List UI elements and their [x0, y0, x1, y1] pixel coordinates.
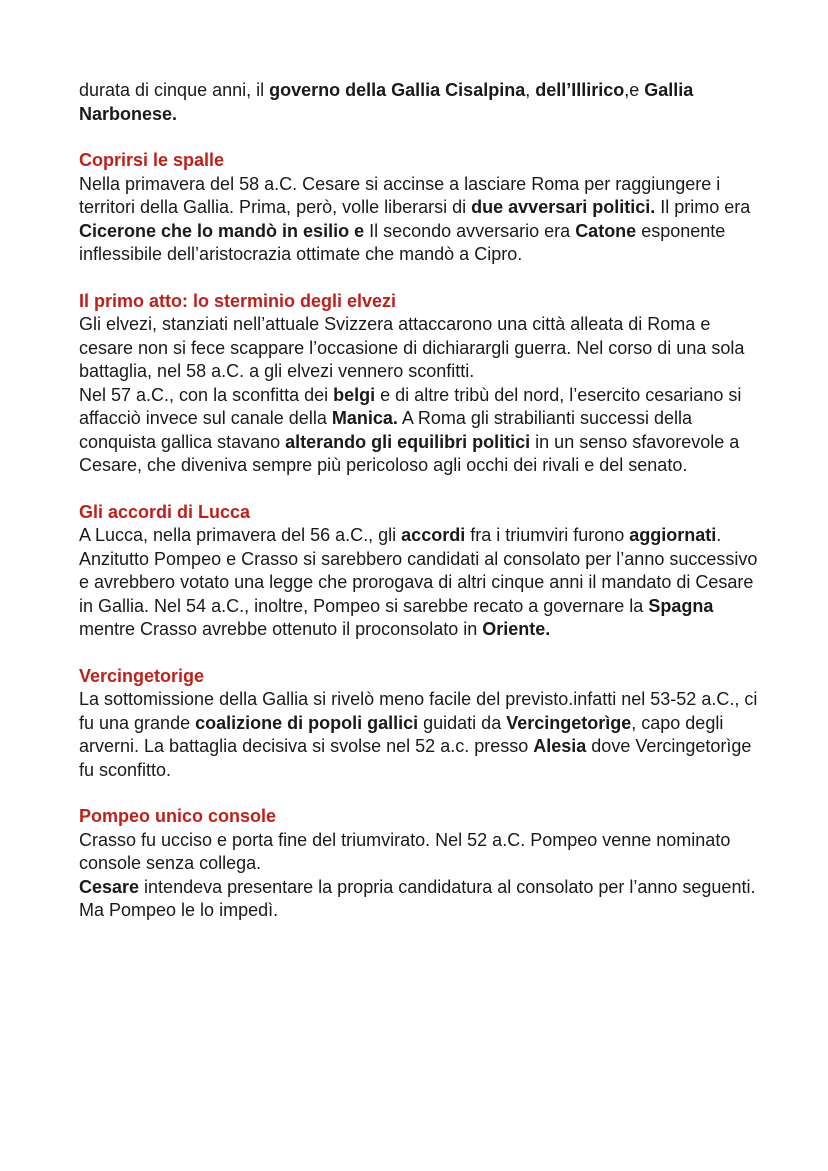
text-run: guidati da [418, 712, 507, 733]
text-run: durata di cinque anni, il [79, 80, 270, 100]
bold-text-run: governo della Gallia Cisalpina [269, 80, 526, 100]
text-run: A Roma gli strabilianti successi della conquista gallica stavano [79, 408, 692, 452]
bold-text-run: Oriente. [482, 619, 551, 639]
bold-text-run: Cesare [79, 876, 140, 897]
text-run: fra i triumviri furono [465, 525, 630, 545]
text-run: Il secondo avversario era [364, 220, 576, 241]
section-paragraph [79, 829, 769, 876]
text-run: , [525, 80, 536, 100]
text-run: . Anzitutto Pompeo e Crasso si sarebbero candidati al consolato per l’anno successivo e avrebbero votato una legge che prorogava di altri cinque anni il mandato di Cesare in Gallia. Nel 54 a.C., inoltre, Pompeo si sarebbe recato a governare la [79, 525, 758, 616]
section-paragraph [79, 876, 769, 923]
bold-text-run: Cicerone che lo mandò in esilio e [79, 220, 365, 241]
section [79, 805, 769, 923]
intro-paragraph [79, 79, 769, 126]
document-page [79, 79, 769, 923]
text-run: esponente inflessibile dell’aristocrazia ottimate che mandò a Cipro. [79, 220, 726, 264]
bold-text-run: Alesia [533, 736, 587, 756]
bold-text-run: Spagna [648, 595, 714, 616]
text-run: Crasso fu ucciso e porta fine del triumvirato. Nel 52 a.C. Pompeo venne nominato console senza collega. [79, 829, 731, 873]
section-heading: Vercingetorige [79, 665, 205, 686]
text-run: ,e [624, 80, 645, 100]
bold-text-run: accordi [401, 525, 466, 545]
text-run: Il primo era [655, 197, 751, 217]
sections-container [79, 149, 769, 923]
bold-text-run: due avversari politici. [471, 197, 656, 217]
section-paragraph [79, 313, 769, 384]
text-run: , capo degli arverni. La battaglia decisiva si svolse nel 52 a.c. presso [79, 712, 724, 756]
section-paragraph [79, 688, 769, 782]
bold-text-run: coalizione di popoli gallici [195, 712, 419, 733]
text-run: La sottomissione della Gallia si rivelò meno facile del previsto.infatti nel 53-52 a.C., ci fu una grande [79, 689, 758, 733]
text-run: Nel 57 a.C., con la sconfitta dei [79, 384, 334, 405]
bold-text-run: dell’Illirico [535, 80, 625, 100]
section [79, 501, 769, 642]
section-heading: Coprirsi le spalle [79, 150, 225, 170]
text-run: A Lucca, nella primavera del 56 a.C., gli [79, 525, 402, 545]
section-paragraph [79, 384, 769, 478]
bold-text-run: Vercingetorìge [506, 712, 632, 733]
bold-text-run: belgi [333, 384, 376, 405]
section [79, 665, 769, 783]
text-run: intendeva presentare la propria candidatura al consolato per l’anno seguenti. Ma Pompeo le lo impedì. [79, 876, 756, 920]
text-run: Gli elvezi, stanziati nell’attuale Svizzera attaccarono una città alleata di Roma e cesare non si fece scappare l’occasione di dichiarargli guerra. Nel corso di una sola battaglia, nel 58 a.C. a gli elvezi vennero sconfitti. [79, 314, 745, 381]
bold-text-run: Gallia Narbonese. [79, 80, 694, 124]
text-run: mentre Crasso avrebbe ottenuto il proconsolato in [79, 619, 483, 639]
section-heading: Il primo atto: lo sterminio degli elvezi [79, 290, 397, 311]
text-run: e di altre tribù del nord, l’esercito cesariano si affacciò invece sul canale della [79, 384, 742, 428]
section [79, 149, 769, 267]
text-run: dove Vercingetorìge fu sconfitto. [79, 736, 752, 780]
section [79, 290, 769, 478]
text-run: Nella primavera del 58 a.C. Cesare si accinse a lasciare Roma per raggiungere i territori della Gallia. Prima, però, volle liberarsi di [79, 173, 721, 217]
bold-text-run: alterando gli equilibri politici [285, 431, 531, 452]
section-heading: Pompeo unico console [79, 806, 277, 826]
text-run: in un senso sfavorevole a Cesare, che diveniva sempre più pericoloso agli occhi dei rivali e del senato. [79, 431, 740, 475]
bold-text-run: Catone [575, 220, 637, 241]
section-heading: Gli accordi di Lucca [79, 501, 251, 522]
section-paragraph [79, 524, 769, 642]
section-paragraph [79, 173, 769, 267]
bold-text-run: Manica. [331, 408, 398, 428]
bold-text-run: aggiornati [629, 525, 717, 545]
